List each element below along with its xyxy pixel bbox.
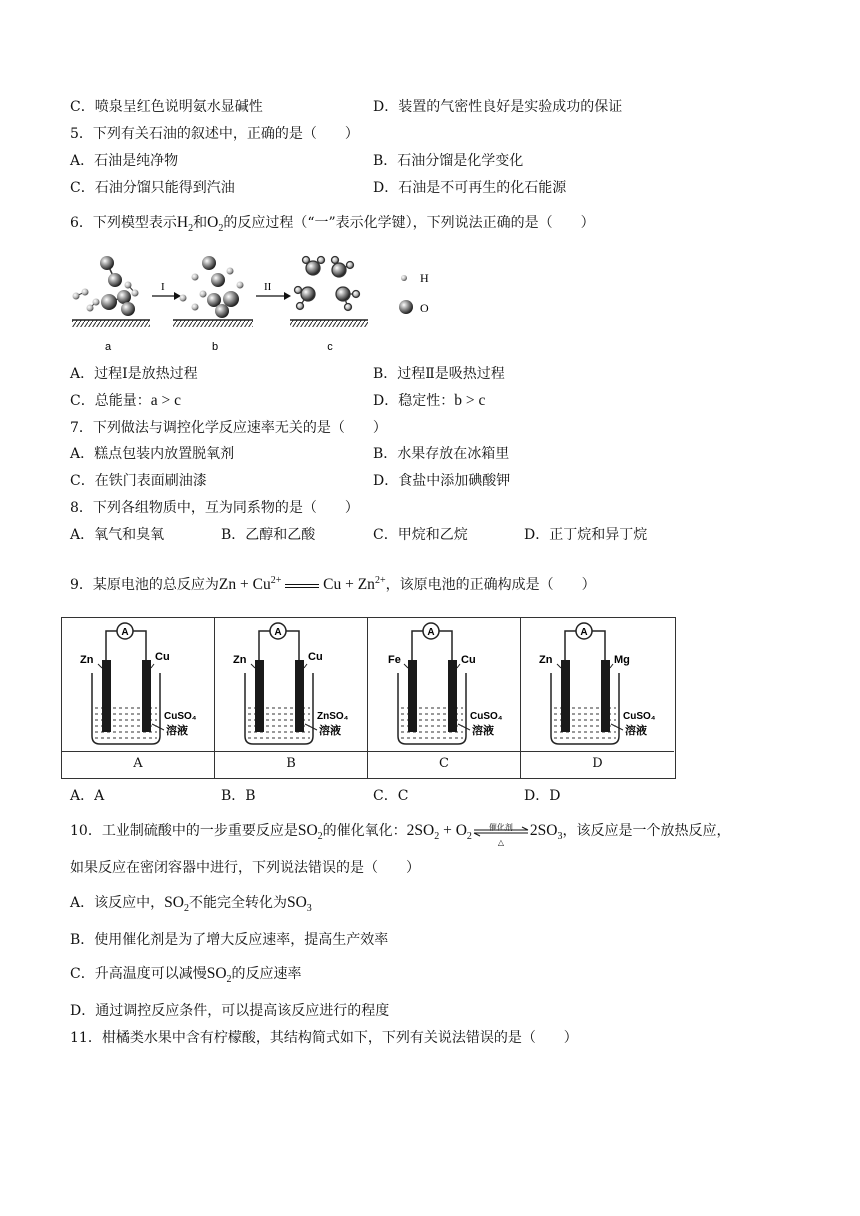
step-II-label: II	[264, 281, 272, 293]
cell-d-diagram	[521, 618, 674, 751]
q9-option-d: D．D	[524, 788, 561, 804]
q7-option-a: A．糕点包装内放置脱氧剂	[70, 446, 235, 462]
left-electrode: Zn	[233, 654, 247, 666]
cell-option-d	[521, 618, 674, 778]
o2-formula: $O_2$	[207, 214, 224, 235]
svg-text:A: A	[427, 627, 435, 638]
molecules-c	[295, 257, 360, 311]
cell-b-diagram	[215, 618, 368, 751]
q9-stem: 9．某原电池的总反应为$Zn + Cu^{2+}$ $Cu + Zn^{2+}$，该原电池的正确构成是（ ）	[70, 575, 596, 594]
so2-formula: $SO_2$	[297, 822, 323, 843]
q10-option-c: C．升高温度可以减慢$SO_2$的反应速率	[70, 965, 302, 986]
cell-option-c	[368, 618, 521, 778]
q8-option-a: A．氧气和臭氧	[70, 527, 165, 543]
right-electrode: Cu	[308, 651, 323, 663]
step-I-label: I	[161, 281, 165, 293]
left-electrode: Zn	[80, 654, 94, 666]
q5-option-c: C．石油分馏只能得到汽油	[70, 180, 235, 196]
q10-option-d: D．通过调控反应条件，可以提高该反应进行的程度	[70, 1003, 390, 1019]
molecules-a	[73, 256, 139, 316]
cell-label: A	[133, 756, 143, 771]
q5-option-b: B．石油分馏是化学变化	[373, 153, 524, 169]
left-electrode: Zn	[539, 654, 553, 666]
right-electrode: Cu	[155, 651, 170, 663]
q6-option-c: C．总能量：a > c	[70, 392, 181, 409]
svg-text:A: A	[580, 627, 588, 638]
solution-name: CuSO₄	[164, 711, 197, 722]
q10-option-b: B．使用催化剂是为了增大反应速率，提高生产效率	[70, 932, 389, 948]
q10-stem: 10．工业制硫酸中的一步重要反应是$SO_2$的催化氧化：$2SO_2 + O_2$ 催化剂 △ $2SO_3$，该反应是一个放热反应，	[70, 822, 731, 848]
legend-h-label: H	[420, 271, 429, 285]
solution-label: 溶液	[166, 725, 188, 737]
q9-option-a: A．A	[70, 788, 105, 804]
q9-option-b: B．B	[221, 788, 256, 804]
h2-formula: $H_2$	[176, 214, 194, 235]
solution-label: 溶液	[472, 725, 494, 737]
reaction-model-figure	[68, 250, 448, 358]
q8-option-d: D．正丁烷和异丁烷	[524, 527, 648, 543]
cell-option-b	[215, 618, 368, 778]
solution-name: CuSO₄	[470, 711, 503, 722]
cell-c-diagram	[368, 618, 521, 751]
q9-equation: $Zn + Cu^{2+}$ $Cu + Zn^{2+}$	[218, 575, 386, 594]
svg-text:A: A	[274, 627, 282, 638]
q6-option-b: B．过程Ⅱ是吸热过程	[373, 366, 505, 382]
solution-label: 溶液	[625, 725, 647, 737]
cell-label: D	[592, 756, 603, 771]
q7-option-c: C．在铁门表面刷油漆	[70, 473, 207, 489]
q6-option-d: D．稳定性：b > c	[373, 392, 486, 409]
solution-label: 溶液	[319, 725, 341, 737]
galvanic-cell-table	[61, 617, 676, 779]
q4-option-c: C．喷泉呈红色说明氨水显碱性	[70, 99, 263, 115]
left-electrode: Fe	[388, 654, 401, 666]
cell-option-a	[62, 618, 215, 778]
label-c: c	[327, 341, 333, 353]
q7-option-b: B．水果存放在冰箱里	[373, 446, 510, 462]
q8-option-b: B．乙醇和乙酸	[221, 527, 316, 543]
q7-option-d: D．食盐中添加碘酸钾	[373, 473, 511, 489]
legend-o-atom	[399, 300, 413, 314]
q7-stem: 7．下列做法与调控化学反应速率无关的是（ ）	[70, 420, 387, 436]
q10-option-a: A．该反应中，$SO_2$不能完全转化为$SO_3$	[70, 894, 312, 915]
q6-option-a: A．过程Ⅰ是放热过程	[70, 366, 198, 382]
q8-stem: 8．下列各组物质中，互为同系物的是（ ）	[70, 500, 359, 516]
right-electrode: Cu	[461, 654, 476, 666]
label-b: b	[211, 341, 219, 353]
legend-o-label: O	[420, 301, 429, 315]
solution-name: ZnSO₄	[317, 711, 349, 722]
cell-label: C	[439, 756, 449, 771]
q5-option-a: A．石油是纯净物	[70, 153, 179, 169]
q5-option-d: D．石油是不可再生的化石能源	[373, 180, 567, 196]
cell-a-diagram	[62, 618, 215, 751]
q5-stem: 5．下列有关石油的叙述中，正确的是（ ）	[70, 126, 359, 142]
q9-option-c: C．C	[373, 788, 409, 804]
solution-name: CuSO₄	[623, 711, 656, 722]
q10-stem-line2: 如果反应在密闭容器中进行，下列说法错误的是（ ）	[70, 860, 420, 876]
q8-option-c: C．甲烷和乙烷	[373, 527, 468, 543]
reversible-arrow: 催化剂 △	[472, 821, 530, 841]
q6-stem: 6．下列模型表示$H_2$和$O_2$的反应过程（“一”表示化学键），下列说法正确的是（ ）	[70, 214, 595, 235]
q4-option-d: D．装置的气密性良好是实验成功的保证	[373, 99, 623, 115]
q10-equation: $2SO_2 + O_2$ 催化剂 △ $2SO_3$	[406, 822, 563, 848]
right-electrode: Mg	[614, 654, 630, 666]
cell-label: B	[286, 756, 296, 771]
svg-text:A: A	[121, 627, 129, 638]
q11-stem: 11．柑橘类水果中含有柠檬酸，其结构简式如下，下列有关说法错误的是（ ）	[70, 1030, 578, 1046]
legend-h-atom	[401, 275, 407, 281]
label-a: a	[104, 341, 112, 353]
molecules-b	[180, 256, 244, 318]
